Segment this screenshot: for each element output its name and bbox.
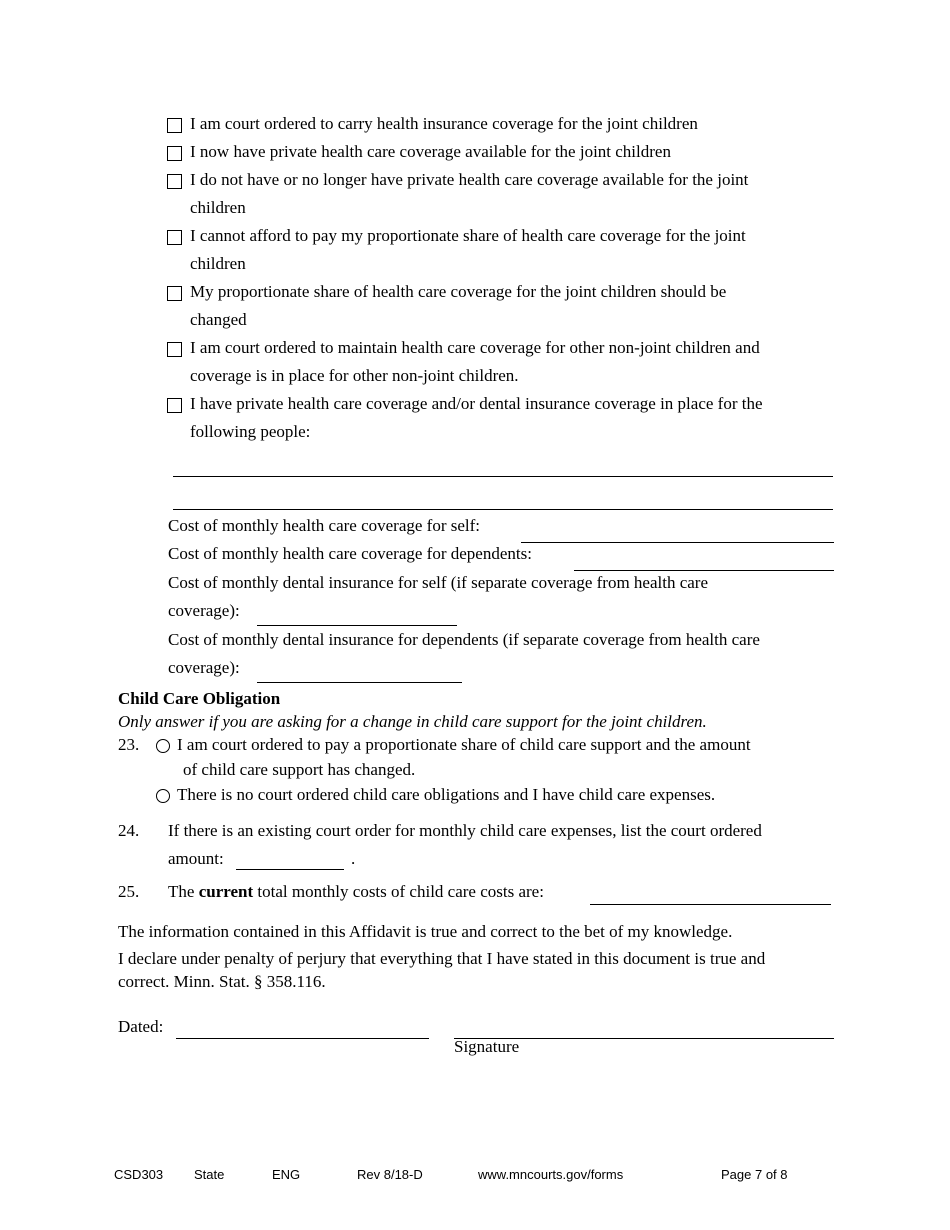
cost-dental-dependents-label-cont: coverage): bbox=[168, 658, 240, 677]
health-option-7-text-cont: following people: bbox=[190, 422, 311, 441]
question-23-number: 23. bbox=[118, 735, 140, 754]
q23-option-1-text-cont: of child care support has changed. bbox=[183, 760, 416, 779]
cost-dental-dependents-label: Cost of monthly dental insurance for dependents (if separate coverage from health care bbox=[168, 630, 760, 649]
footer-lang: ENG bbox=[272, 1167, 301, 1182]
footer-rev: Rev 8/18-D bbox=[357, 1167, 423, 1182]
q23-option-2-radio[interactable] bbox=[156, 789, 170, 803]
declaration-line-3: correct. Minn. Stat. § 358.116. bbox=[118, 972, 326, 991]
signature-label: Signature bbox=[454, 1037, 520, 1056]
health-option-3-checkbox[interactable] bbox=[167, 174, 182, 189]
health-option-7-checkbox[interactable] bbox=[167, 398, 182, 413]
footer-form-id: CSD303 bbox=[114, 1167, 164, 1182]
footer-url: www.mncourts.gov/forms bbox=[478, 1167, 624, 1182]
q25-cost-field[interactable] bbox=[590, 904, 831, 905]
footer-page: Page 7 of 8 bbox=[721, 1167, 788, 1182]
health-option-4-text: I cannot afford to pay my proportionate share of health care coverage for the joint bbox=[190, 226, 746, 245]
health-option-1-text: I am court ordered to carry health insurance coverage for the joint children bbox=[190, 114, 698, 133]
health-option-1-checkbox[interactable] bbox=[167, 118, 182, 133]
health-option-2-text: I now have private health care coverage available for the joint children bbox=[190, 142, 671, 161]
cost-health-dependents-field[interactable] bbox=[574, 570, 834, 571]
cost-health-self-field[interactable] bbox=[521, 542, 834, 543]
child-care-heading: Child Care Obligation bbox=[118, 689, 281, 708]
q24-period: . bbox=[351, 849, 356, 868]
cost-dental-dependents-field[interactable] bbox=[257, 682, 462, 683]
cost-health-dependents-label: Cost of monthly health care coverage for dependents: bbox=[168, 544, 532, 563]
health-option-6-text-cont: coverage is in place for other non-joint children. bbox=[190, 366, 519, 385]
cost-dental-self-label-cont: coverage): bbox=[168, 601, 240, 620]
question-24-number: 24. bbox=[118, 821, 140, 840]
q23-option-1-text: I am court ordered to pay a proportionate share of child care support and the amount bbox=[177, 735, 751, 754]
cost-dental-self-label: Cost of monthly dental insurance for self (if separate coverage from health care bbox=[168, 573, 708, 592]
declaration-line-1: The information contained in this Affidavit is true and correct to the bet of my knowledge. bbox=[118, 922, 733, 941]
q25-current: current bbox=[198, 882, 254, 901]
health-option-2-checkbox[interactable] bbox=[167, 146, 182, 161]
health-option-6-checkbox[interactable] bbox=[167, 342, 182, 357]
dated-label: Dated: bbox=[118, 1017, 164, 1036]
q23-option-1-radio[interactable] bbox=[156, 739, 170, 753]
covered-people-line-2[interactable] bbox=[173, 509, 833, 510]
covered-people-line-1[interactable] bbox=[173, 476, 833, 477]
question-24-amount-label: amount: bbox=[168, 849, 224, 868]
child-care-instruction: Only answer if you are asking for a change in child care support for the joint children. bbox=[118, 712, 707, 731]
question-25-text bbox=[168, 882, 544, 902]
health-option-3-text-cont: children bbox=[190, 198, 246, 217]
health-option-5-text: My proportionate share of health care coverage for the joint children should be bbox=[190, 282, 727, 301]
health-option-3-text: I do not have or no longer have private health care coverage available for the joint bbox=[190, 170, 749, 189]
health-option-5-text-cont: changed bbox=[190, 310, 247, 329]
q25-post: total monthly costs of child care costs are: bbox=[257, 882, 544, 901]
question-25-number: 25. bbox=[118, 882, 140, 901]
cost-dental-self-field[interactable] bbox=[257, 625, 457, 626]
declaration-line-2: I declare under penalty of perjury that everything that I have stated in this document is true and bbox=[118, 949, 766, 968]
health-option-7-text: I have private health care coverage and/or dental insurance coverage in place for the bbox=[190, 394, 763, 413]
health-option-4-text-cont: children bbox=[190, 254, 246, 273]
q25-pre: The bbox=[168, 882, 195, 901]
health-option-6-text: I am court ordered to maintain health care coverage for other non-joint children and bbox=[190, 338, 760, 357]
question-24-text: If there is an existing court order for monthly child care expenses, list the court ordered bbox=[168, 821, 762, 840]
cost-health-self-label: Cost of monthly health care coverage for self: bbox=[168, 516, 481, 535]
q23-option-2-text: There is no court ordered child care obligations and I have child care expenses. bbox=[177, 785, 716, 804]
footer-state: State bbox=[194, 1167, 225, 1182]
health-option-4-checkbox[interactable] bbox=[167, 230, 182, 245]
dated-field[interactable] bbox=[176, 1038, 429, 1039]
health-option-5-checkbox[interactable] bbox=[167, 286, 182, 301]
q24-amount-field[interactable] bbox=[236, 869, 344, 870]
